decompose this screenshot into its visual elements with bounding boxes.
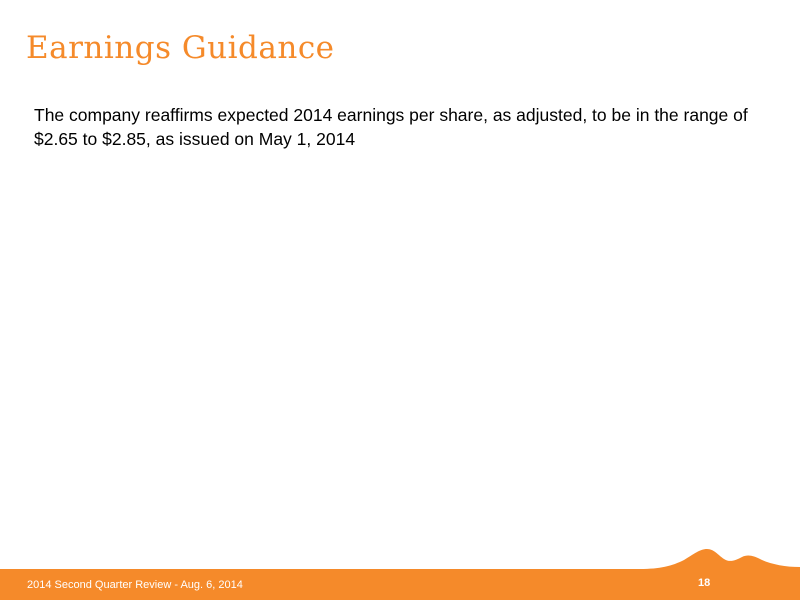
footer-caption: 2014 Second Quarter Review - Aug. 6, 2014 — [27, 579, 243, 591]
page-number: 18 — [698, 577, 711, 589]
guidance-statement: The company reaffirms expected 2014 earnings per share, as adjusted, to be in the range of $2.65 to $2.85, as issued on May 1, 2014 — [34, 105, 748, 149]
slide-title: Earnings Guidance — [26, 30, 335, 66]
footer-wave-shape — [0, 549, 800, 600]
